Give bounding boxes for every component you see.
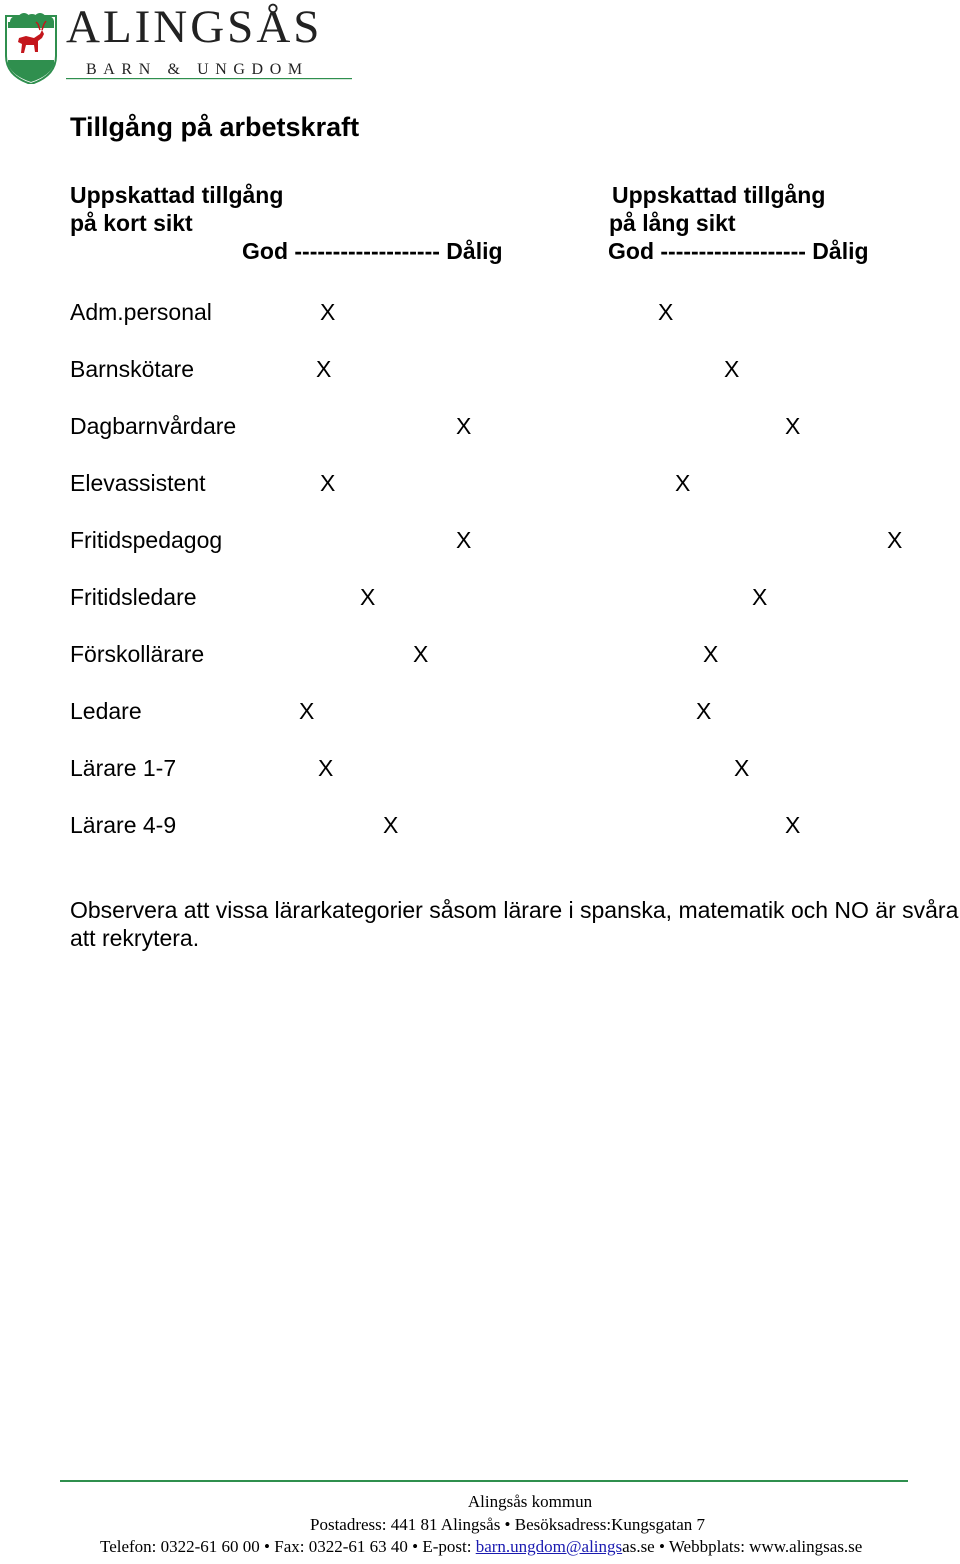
footer-address: Postadress: 441 81 Alingsås • Besöksadress:Kungsgatan 7 — [310, 1515, 706, 1534]
long-term-scale: God ------------------- Dålig — [608, 238, 869, 264]
page-title: Tillgång på arbetskraft — [70, 112, 360, 142]
footer-contact — [100, 1538, 862, 1555]
row-label: Fritidsledare — [70, 584, 197, 610]
short-term-header-line1: Uppskattad tillgång — [70, 182, 284, 208]
footer-contact-suffix: as.se • Webbplats: www.alingsas.se — [622, 1537, 863, 1556]
short-term-mark: X — [320, 299, 336, 325]
footer-contact-prefix: Telefon: 0322-61 60 00 • Fax: 0322-61 63 40 • E-post: — [100, 1537, 476, 1556]
row-label: Lärare 1-7 — [70, 755, 177, 781]
short-term-mark: X — [360, 584, 376, 610]
short-term-mark: X — [383, 812, 399, 838]
footer-divider — [60, 1480, 908, 1482]
footer-email-link[interactable]: barn.ungdom@alings — [475, 1537, 623, 1556]
long-term-mark: X — [703, 641, 719, 667]
long-term-mark: X — [675, 470, 691, 496]
footer-org — [0, 1493, 960, 1510]
row-label: Adm.personal — [70, 299, 212, 325]
short-term-mark: X — [413, 641, 429, 667]
row-label: Förskollärare — [70, 641, 205, 667]
long-term-mark: X — [658, 299, 674, 325]
short-term-mark: X — [318, 755, 334, 781]
row-label: Elevassistent — [70, 470, 206, 496]
short-term-mark: X — [299, 698, 315, 724]
row-label: Lärare 4-9 — [70, 812, 177, 838]
logo-title: ALINGSÅS — [66, 1, 323, 53]
long-term-mark: X — [734, 755, 750, 781]
recruitment-note: Observera att vissa lärarkategorier såsom lärare i spanska, matematik och NO är svåra att rekrytera. — [70, 897, 959, 951]
row-label: Dagbarnvårdare — [70, 413, 237, 439]
short-term-mark: X — [456, 413, 472, 439]
long-term-mark: X — [785, 812, 801, 838]
footer-org-name: Alingsås kommun — [467, 1492, 593, 1511]
long-term-mark: X — [785, 413, 801, 439]
long-term-mark: X — [887, 527, 903, 553]
long-term-mark: X — [724, 356, 740, 382]
long-term-header-line1: Uppskattad tillgång — [612, 182, 826, 208]
short-term-scale: God ------------------- Dålig — [242, 238, 503, 264]
short-term-mark: X — [456, 527, 472, 553]
row-label: Ledare — [70, 698, 142, 724]
long-term-header-line2: på lång sikt — [609, 210, 736, 236]
long-term-mark: X — [752, 584, 768, 610]
short-term-mark: X — [320, 470, 336, 496]
row-label: Barnskötare — [70, 356, 195, 382]
short-term-mark: X — [316, 356, 332, 382]
long-term-mark: X — [696, 698, 712, 724]
logo-subtitle: BARN & UNGDOM — [86, 61, 309, 78]
short-term-header-line2: på kort sikt — [70, 210, 193, 236]
row-label: Fritidspedagog — [70, 527, 223, 553]
